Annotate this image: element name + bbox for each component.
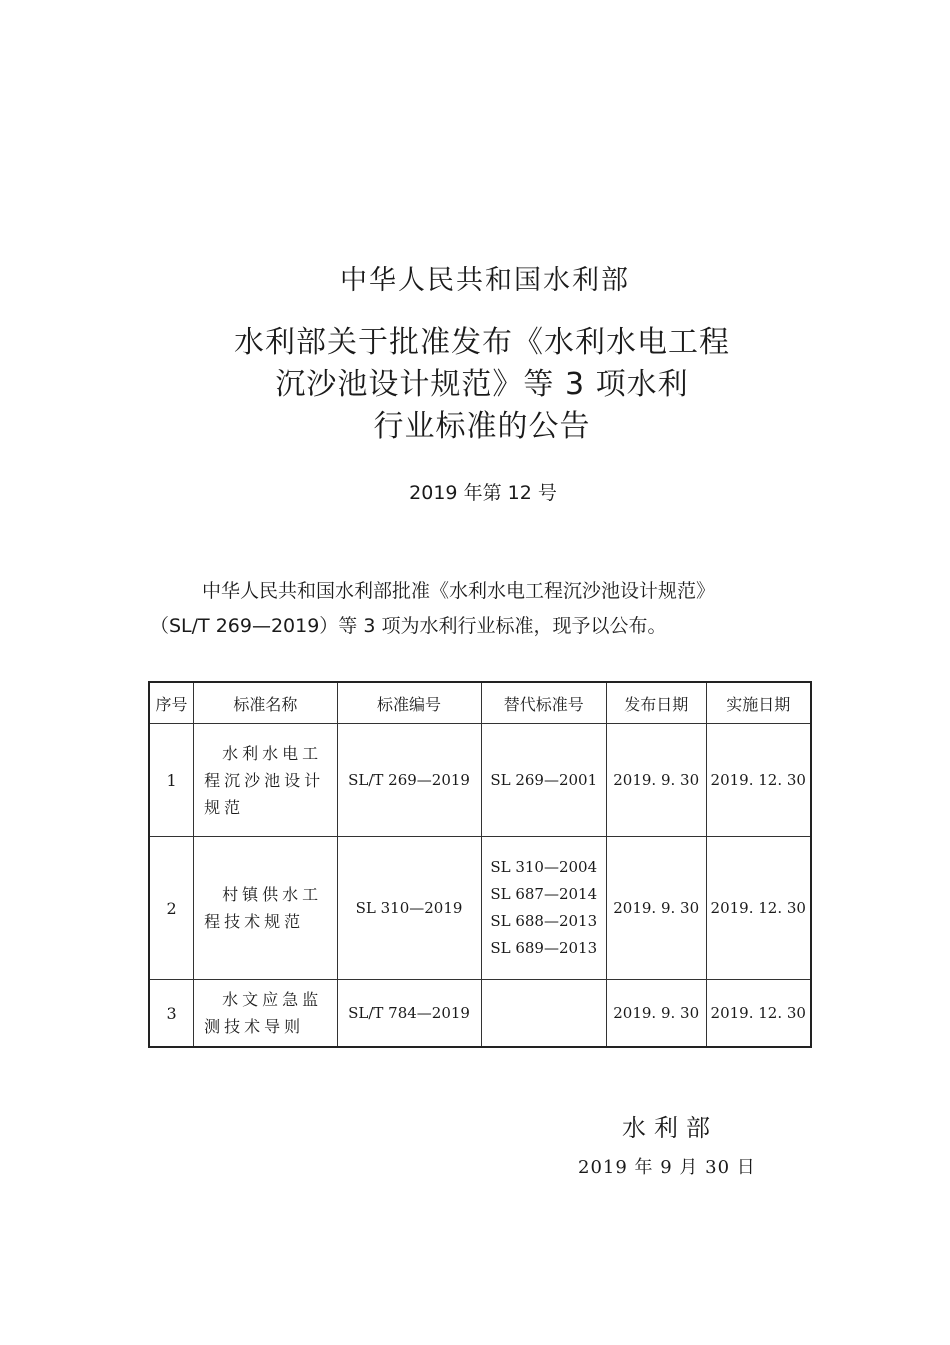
cell-standard-code: SL 310—2019 [337, 837, 481, 980]
body-paragraph [150, 574, 830, 644]
announcement-title [0, 322, 950, 448]
body-line-1: 中华人民共和国水利部批准《水利水电工程沉沙池设计规范》 [202, 580, 716, 602]
cell-serial: 3 [149, 980, 194, 1048]
cell-serial: 1 [149, 724, 194, 837]
cell-serial: 2 [149, 837, 194, 980]
replaced-code-line: SL 689—2013 [490, 939, 598, 957]
cell-effective-date: 2019. 12. 30 [706, 980, 811, 1048]
header-serial: 序号 [149, 682, 194, 724]
title-line-1: 水利部关于批准发布《水利水电工程 [234, 325, 730, 360]
title-line-3: 行业标准的公告 [373, 409, 591, 444]
name-line: 村镇供水工 [222, 885, 323, 904]
name-line: 程沉沙池设计 [204, 770, 325, 790]
name-line: 水文应急监 [222, 990, 323, 1009]
cell-publish-date: 2019. 9. 30 [606, 837, 706, 980]
cell-replaced-code [481, 980, 606, 1048]
cell-standard-name [194, 724, 337, 837]
name-line: 规范 [204, 797, 245, 817]
replaced-code-line: SL 688—2013 [490, 912, 598, 930]
signature-organization: 水利部 [622, 1114, 718, 1142]
table-row [149, 724, 811, 837]
table-row [149, 837, 811, 980]
name-line: 水利水电工 [222, 743, 323, 763]
cell-effective-date: 2019. 12. 30 [706, 724, 811, 837]
replaced-code-line: SL 269—2001 [490, 770, 598, 789]
cell-replaced-code [481, 724, 606, 837]
header-effective-date: 实施日期 [706, 682, 811, 724]
cell-standard-code: SL/T 269—2019 [337, 724, 481, 837]
cell-publish-date: 2019. 9. 30 [606, 980, 706, 1048]
table-header-row [149, 682, 811, 724]
signature-date: 2019 年 9 月 30 日 [578, 1157, 756, 1178]
name-line: 测技术导则 [204, 1017, 305, 1036]
cell-publish-date: 2019. 9. 30 [606, 724, 706, 837]
cell-standard-name [194, 980, 337, 1048]
header-replaced-code: 替代标准号 [481, 682, 606, 724]
header-publish-date: 发布日期 [606, 682, 706, 724]
standards-table [148, 681, 812, 1048]
cell-standard-code: SL/T 784—2019 [337, 980, 481, 1048]
title-line-2: 沉沙池设计规范》等 3 项水利 [275, 367, 689, 402]
replaced-code-line: SL 310—2004 [490, 858, 598, 876]
replaced-code-line: SL 687—2014 [490, 885, 598, 903]
document-number: 2019 年第 12 号 [409, 482, 557, 504]
issuer-heading: 中华人民共和国水利部 [340, 265, 630, 296]
header-standard-code: 标准编号 [337, 682, 481, 724]
cell-replaced-code [481, 837, 606, 980]
name-line: 程技术规范 [204, 912, 305, 931]
header-standard-name: 标准名称 [194, 682, 337, 724]
cell-effective-date: 2019. 12. 30 [706, 837, 811, 980]
table-row [149, 980, 811, 1048]
body-line-2: （SL/T 269—2019）等 3 项为水利行业标准，现予以公布。 [150, 615, 667, 637]
cell-standard-name [194, 837, 337, 980]
